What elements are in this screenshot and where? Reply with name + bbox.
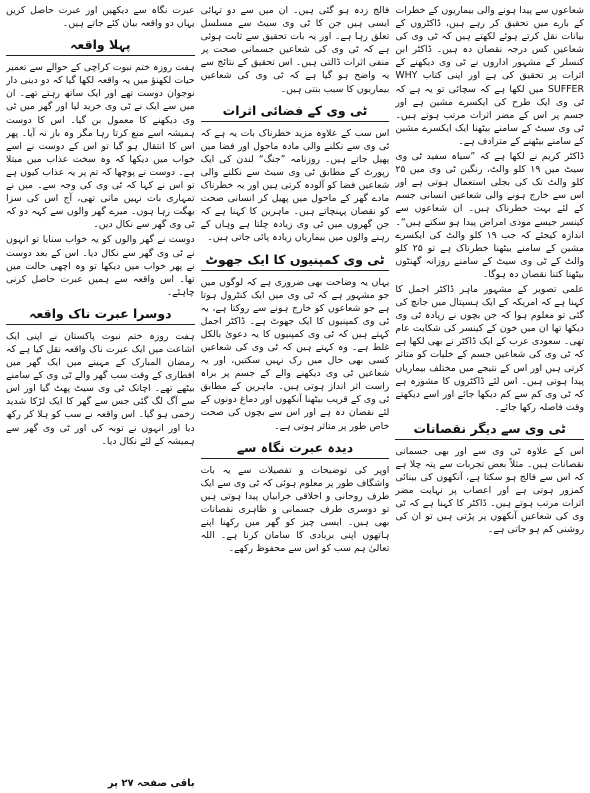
paragraph: عبرت نگاہ سے دیکھیں اور عبرت حاصل کریں یہاں دو واقعہ بیان کئے جاتے ہیں۔: [5, 5, 195, 30]
paragraph: اس سب کے علاوہ مزید خطرناک بات یہ ہے کہ ٹی وی سے نکلنے والی مادہ ماحول اور فضا میں پھیل جاتے ہیں۔ روزنامہ ”جنگ“ لندن کی ایک رپورٹ کے مطابق ٹی وی سیٹ سے نکلنے والی شعاعیں فضا کو آلودہ کرتی ہیں اور یہ خطرناک مادے گھر کے ماحول میں پھیل کر انسانی صحت کو نقصان پہنچاتے ہیں۔ ماہرین کا کہنا ہے کہ جن گھروں میں ٹی وی زیادہ چلتا ہے وہاں کے رہنے والوں میں بیماریاں زیادہ پائی جاتی ہیں۔: [200, 127, 390, 244]
paragraph: دوست نے گھر والوں کو یہ خواب سنایا تو انہوں نے ٹی وی گھر سے نکال دیا۔ اس کے بعد دوست نے پھر خواب میں دیکھا تو وہ اچھی حالت میں تھا۔ اس واقعہ سے ہمیں عبرت حاصل کرنی چاہئے۔: [5, 234, 195, 298]
section-heading: پہلا واقعہ: [6, 37, 195, 56]
continued-note: باقی صفحہ ۲۷ پر: [107, 778, 195, 789]
paragraph: شعاعوں سے پیدا ہونے والی بیماریوں کے خطرات کے بارے میں تحقیق کر رہے ہیں، ڈاکٹروں کے بیانات نقل کرتے ہوئے لکھتے ہیں کہ ٹی وی کی شعاعیں کس درجہ نقصان دہ ہیں۔ ڈاکٹر ابن کنسلر کے مشہور اداروں نے ٹی وی دیکھنے کے اثرات پر تحقیق کی ہے اور اپنی کتاب WHY SUFFER میں لکھا ہے کہ سچائی تو یہ ہے کہ ٹی وی ایک طرح کی ایکسرے مشین ہے اور جسم پر اس کے مضر اثرات مرتب ہوتے ہیں۔ ٹی وی سیٹ کے سامنے بیٹھنا ایک ایکسرے مشین کے سامنے بیٹھنے کے مترادف ہے۔: [395, 5, 584, 147]
paragraph: یہاں یہ وضاحت بھی ضروری ہے کہ لوگوں میں جو مشہور ہے کہ ٹی وی میں ایک کنٹرول ہوتا ہے جو شعاعوں کو خارج ہونے سے روکتا ہے، یہ ٹی وی کمپنیوں کا ایک جھوٹ ہے۔ ڈاکٹر اجمل کہتے ہیں کہ ٹی وی کمپنیوں کا یہ دعویٰ بالکل غلط ہے۔ وہ کہتے ہیں کہ ٹی وی کی شعاعیں کسی بھی حال میں رک نہیں سکتیں، اور یہ شعاعیں ٹی وی دیکھنے والے کے جسم پر براہ راست اثر انداز ہوتی ہیں۔ ماہرین کے مطابق ٹی وی کے قریب بیٹھنا آنکھوں اور دماغ دونوں کے لئے نقصان دہ ہے اور اس سے بچوں کی صحت خاص طور پر متاثر ہوتی ہے۔: [200, 276, 390, 432]
section-heading: ٹی وی کمپنیوں کا ایک جھوٹ: [201, 252, 390, 271]
paragraph: علمی تصویر کے مشہور ماہر ڈاکٹر اجمل کا کہنا ہے کہ امریکہ کے ایک ہسپتال میں جانچ کی گئی تو معلوم ہوا کہ جن بچوں نے زیادہ ٹی وی دیکھا تھا ان میں خون کے کینسر کی شکایت عام تھی۔ سعودی عرب کے ایک ڈاکٹر نے بھی لکھا ہے کہ ٹی وی کی شعاعیں جسم کے خلیات کو متاثر کرتی ہیں اور اس کے نتیجے میں مختلف بیماریاں پیدا ہوتی ہیں۔ اس لئے ڈاکٹروں کا مشورہ ہے کہ ٹی وی کم سے کم دیکھا جائے اور اسے دیکھتے وقت فاصلہ رکھا جائے۔: [395, 283, 584, 413]
paragraph: ہفت روزہ ختم نبوت کراچی کے حوالے سے تعمیر حیات لکھنؤ میں یہ واقعہ لکھا گیا کہ دو دینی دار نوجوان دوست تھے اور ایک ساتھ رہتے تھے۔ ان میں سے ایک نے ٹی وی خرید لیا اور گھر میں ٹی وی دیکھنے کا معمول بن گیا۔ اس کا دوست ہمیشہ اسے منع کرتا رہا مگر وہ باز نہ آیا۔ پھر اس کا انتقال ہو گیا تو اس کے دوست نے اسے خواب میں دیکھا کہ وہ سخت عذاب میں مبتلا ہے۔ دوست نے پوچھا کہ تم پر یہ عذاب کیوں ہے تو اس نے کہا کہ ٹی وی کی وجہ سے۔ میں نے تمہاری بات نہیں مانی تھی، آج اس کی سزا بھگت رہا ہوں۔ میرے گھر والوں سے کہہ دو کہ ٹی وی گھر سے نکال دیں۔: [5, 62, 195, 231]
column-middle: [201, 4, 390, 789]
paragraph: اس کے علاوہ ٹی وی سے اور بھی جسمانی نقصانات ہیں۔ مثلاً بعض تجربات سے پتہ چلا ہے کہ اس سے فالج ہو سکتا ہے، آنکھوں کی بینائی کمزور ہوتی ہے اور اعصاب پر نہایت مضر اثرات مرتب ہوتے ہیں۔ ڈاکٹر کا کہنا ہے کہ ٹی وی کی شعاعیں آنکھوں پر پڑتی ہیں تو ان کی روشنی کم ہو جاتی ہے۔: [395, 445, 584, 536]
column-left: [6, 4, 195, 789]
column-right: [395, 4, 584, 789]
paragraph: ڈاکٹر کریم نے لکھا ہے کہ ”سیاہ سفید ٹی وی سیٹ میں ۱۹ کلو والٹ، رنگین ٹی وی میں ۲۵ کلو والٹ تک کی بجلی استعمال ہوتی ہے اور اس سے خارج ہونے والی شعاعیں انسانی جسم کے لئے بہت خطرناک ہیں۔ ان شعاعوں سے کینسر جیسے موذی امراض پیدا ہو سکتے ہیں“۔ اندازہ کیجئے کہ جب ۱۹ کلو والٹ کی ایکسرے مشین کے سامنے بیٹھنا خطرناک ہے تو ۲۵ کلو والٹ کے ٹی وی سیٹ کے سامنے روزانہ گھنٹوں بیٹھنا کتنا نقصان دہ ہوگا۔: [395, 151, 584, 280]
section-heading: دیدہ عبرت نگاہ سے: [201, 440, 390, 459]
paragraph: ہفت روزہ ختم نبوت پاکستان نے اپنی ایک اشاعت میں ایک عبرت ناک واقعہ نقل کیا ہے کہ رمضان المبارک کے مہینے میں ایک گھر میں افطاری کے وقت سب گھر والے ٹی وی کے سامنے بیٹھے تھے۔ اچانک ٹی وی سیٹ پھٹ گیا اور اس سے آگ لگ گئی جس سے گھر کا ایک لڑکا شدید زخمی ہو گیا۔ اس واقعہ نے سب کو ہلا کر رکھ دیا اور انہوں نے توبہ کی اور ٹی وی گھر سے ہمیشہ کے لئے نکال دیا۔: [5, 330, 195, 447]
section-heading: ٹی وی کے فضائی اثرات: [201, 103, 390, 122]
paragraph: اوپر کی توضیحات و تفصیلات سے یہ بات واشگاف طور پر معلوم ہوئی کہ ٹی وی سے ایک طرف روحانی و اخلاقی خرابیاں پیدا ہوتی ہیں تو دوسری طرف جسمانی و ظاہری نقصانات بھی ہیں۔ ایسی چیز کو گھر میں رکھنا اپنے ہاتھوں اپنی بربادی کا سامان کرنا ہے۔ اللہ تعالیٰ ہم سب کو اس سے محفوظ رکھے۔: [200, 464, 390, 555]
paragraph: فالج زدہ ہو گئی ہیں۔ ان میں سے دو تہائی ایسی ہیں جن کا ٹی وی سیٹ سے مسلسل تعلق رہا ہے۔ اور یہ بات تحقیق سے ثابت ہوئی ہے کہ ٹی وی کی شعاعیں جسمانی صحت پر منفی اثرات ڈالتی ہیں۔ اس تحقیق کے نتائج سے یہ واضح ہو گیا ہے کہ ٹی وی کی شعاعیں بیماریوں کا سبب بنتی ہیں۔: [200, 5, 390, 95]
section-heading: ٹی وی سے دیگر نقصانات: [395, 421, 584, 440]
section-heading: دوسرا عبرت ناک واقعہ: [6, 306, 195, 325]
